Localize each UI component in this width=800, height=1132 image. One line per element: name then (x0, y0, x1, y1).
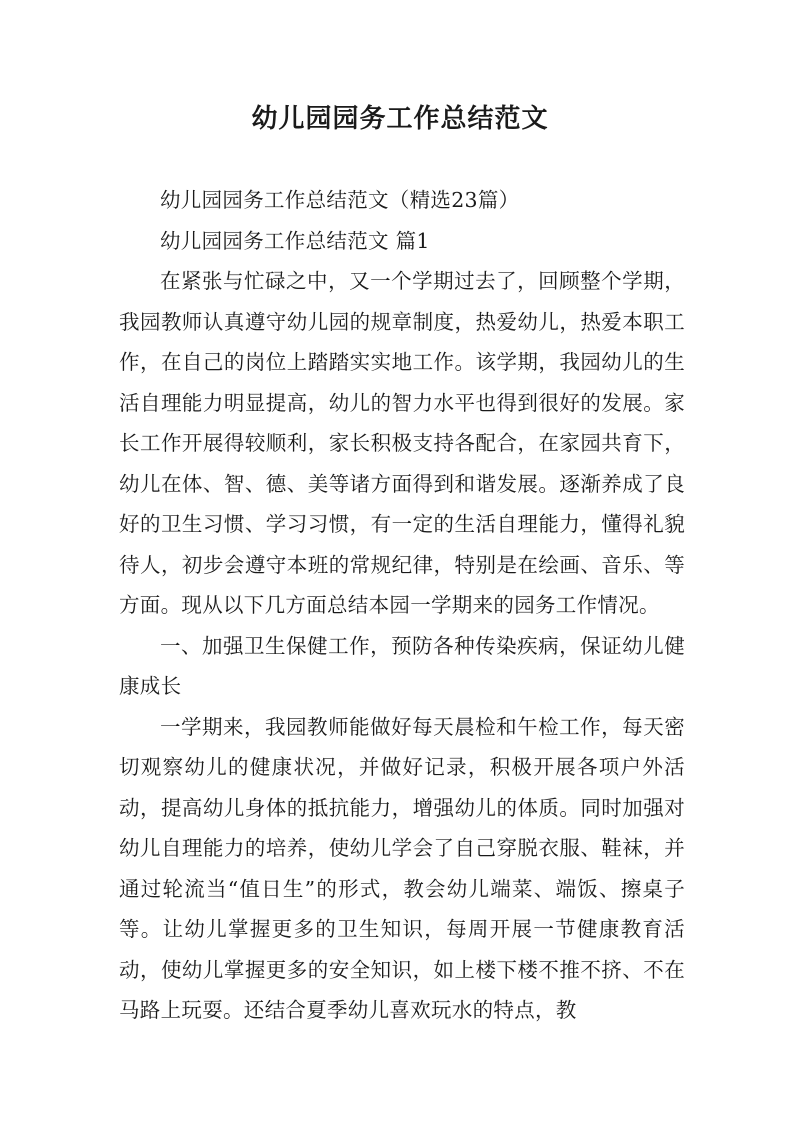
section-heading-1: 一、加强卫生保健工作，预防各种传染疾病，保证幼儿健康成长 (119, 633, 685, 698)
document-body (119, 180, 685, 1031)
paragraph-health: 一学期来，我园教师能做好每天晨检和午检工作，每天密切观察幼儿的健康状况，并做好记录，积极开展各项户外活动，提高幼儿身体的抵抗能力，增强幼儿的体质。同时加强对幼儿自理能力的培养，使幼儿学会了自己穿脱衣服、鞋袜，并通过轮流当“值日生”的形式，教会幼儿端菜、端饭、擦桌子等。让幼儿掌握更多的卫生知识，每周开展一节健康教育活动，使幼儿掌握更多的安全知识，如上楼下楼不推不挤、不在马路上玩耍。还结合夏季幼儿喜欢玩水的特点，教 (119, 714, 685, 1022)
collection-heading: 幼儿园园务工作总结范文（精选23篇） (160, 188, 520, 212)
paragraph-intro: 在紧张与忙碌之中，又一个学期过去了，回顾整个学期，我园教师认真遵守幼儿园的规章制度，热爱幼儿，热爱本职工作，在自己的岗位上踏踏实实地工作。该学期，我园幼儿的生活自理能力明显提高，幼儿的智力水平也得到很好的发展。家长工作开展得较顺利，家长积极支持各配合，在家园共育下，幼儿在体、智、德、美等诸方面得到和谐发展。逐渐养成了良好的卫生习惯、学习习惯，有一定的生活自理能力，懂得礼貌待人，初步会遵守本班的常规纪律，特别是在绘画、音乐、等方面。现从以下几方面总结本园一学期来的园务工作情况。 (119, 269, 685, 617)
article-heading: 幼儿园园务工作总结范文 篇1 (160, 228, 430, 253)
document-title: 幼儿园园务工作总结范文 (251, 104, 549, 134)
